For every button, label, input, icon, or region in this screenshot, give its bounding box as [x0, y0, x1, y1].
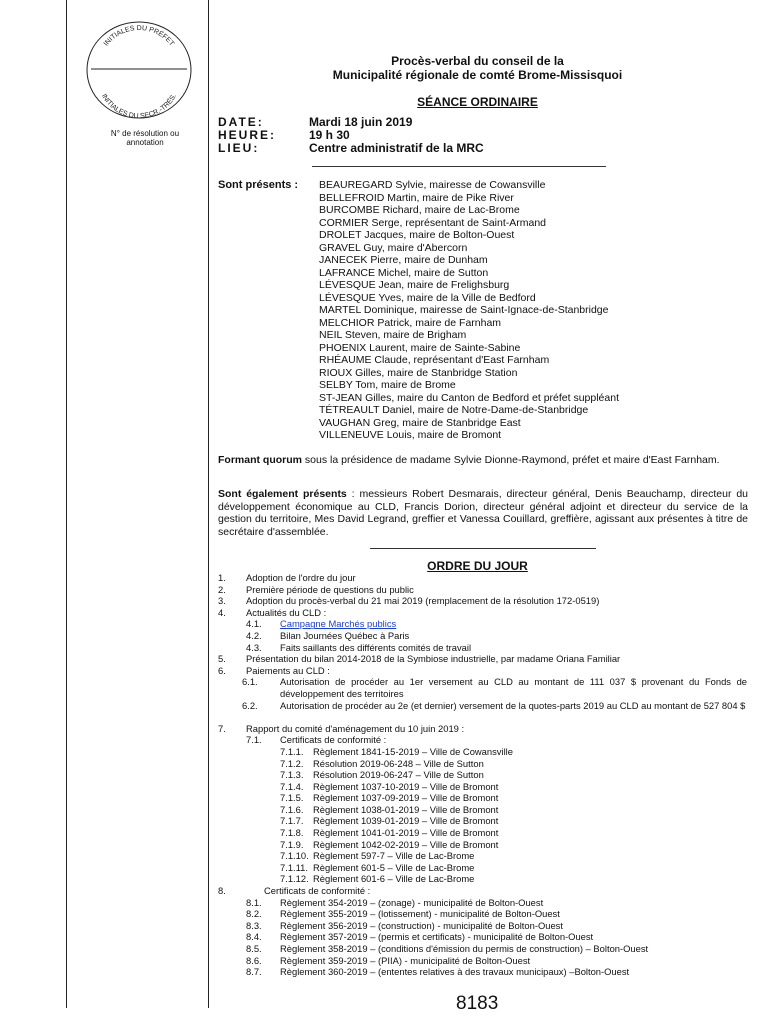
agenda-item-number: 7.1.8.	[280, 827, 304, 839]
agenda-item	[218, 908, 748, 920]
agenda-item-text: Règlement 359-2019 – (PIIA) - municipalité de Bolton-Ouest	[280, 954, 531, 966]
present-member: GRAVEL Guy, maire d'Abercorn	[319, 241, 468, 254]
page-number: 8183	[456, 993, 499, 1014]
present-member: LÉVESQUE Yves, maire de la Ville de Bedford	[319, 291, 536, 304]
agenda-item-number: 7.1.2.	[280, 757, 304, 769]
agenda-item	[218, 943, 748, 955]
separator	[312, 166, 606, 167]
agenda-item-number: 8.7.	[246, 966, 262, 978]
agenda-item-number: 5.	[218, 653, 226, 665]
present-member: DROLET Jacques, maire de Bolton-Ouest	[319, 229, 515, 241]
agenda-item-text: Règlement 597-7 – Ville de Lac-Brome	[313, 850, 475, 862]
agenda-item-number: 7.1.10.	[280, 850, 309, 862]
agenda-item-text: Autorisation de procéder au 2e (et dernier) versement de la quotes-parts 2019 au CLD au montant de 527 804 $	[280, 699, 746, 711]
agenda-item-text: Présentation du bilan 2014-2018 de la Symbiose industrielle, par madame Oriana Familiar	[246, 653, 621, 665]
document-title-line2: Municipalité régionale de comté Brome-Missisquoi	[332, 68, 623, 82]
agenda-item-number: 7.1.3.	[280, 769, 304, 781]
agenda-item-number: 7.1.	[246, 734, 262, 746]
lieu-value: Centre administratif de la MRC	[309, 141, 484, 155]
agenda-item-text: Bilan Journées Québec à Paris	[280, 629, 410, 641]
agenda-item-number: 8.1.	[246, 896, 262, 908]
agenda-item	[218, 642, 748, 654]
agenda-item	[218, 746, 748, 758]
present-member: BEAUREGARD Sylvie, mairesse de Cowansville	[319, 179, 546, 191]
present-member: TÉTREAULT Daniel, maire de Notre-Dame-de-Stanbridge	[319, 404, 589, 416]
agenda-item	[218, 723, 748, 735]
agenda-item-text: Règlement 1041-01-2019 – Ville de Bromont	[313, 827, 499, 839]
resolution-annotation-label: N° de résolution ou annotation	[110, 129, 180, 147]
agenda-item-link[interactable]: Campagne Marchés publics	[280, 618, 397, 630]
agenda-item	[218, 897, 748, 909]
agenda-item	[218, 850, 748, 862]
agenda-item-number: 8.3.	[246, 919, 262, 931]
egalement-text: : messieurs Robert Desmarais, directeur général, Denis Beauchamp, directeur du développement économique au CLD, Francis Dorion, directeur général adjoint et directeur du service de la gestion du territoire, Mes David Legrand, greffier et Vanessa Couillard, greffière, agissant aux présentes à titre de secrétaire d'assemblée.	[218, 488, 748, 538]
present-member: BURCOMBE Richard, maire de Lac-Brome	[319, 204, 520, 216]
agenda-item	[218, 931, 748, 943]
agenda-item-number: 7.1.11.	[280, 861, 308, 873]
egalement-lead: Sont également présents	[218, 488, 347, 500]
agenda-item-text: Règlement 601-6 – Ville de Lac-Brome	[313, 873, 475, 885]
agenda-item-number: 8.6.	[246, 954, 262, 966]
agenda-item	[218, 665, 748, 677]
agenda-item-number: 4.3.	[246, 641, 262, 653]
agenda-item-text: Rapport du comité d'aménagement du 10 juin 2019 :	[246, 722, 465, 734]
agenda-item-number: 2.	[218, 583, 226, 595]
presents-label: Sont présents :	[218, 179, 299, 191]
agenda-item	[218, 827, 748, 839]
agenda-item	[218, 815, 748, 827]
agenda-item-text: Règlement 601-5 – Ville de Lac-Brome	[313, 861, 475, 873]
agenda-item-text: Autorisation de procéder au 1er versement au CLD au montant de 111 037 $ provenant du Fonds de développement des territoires	[280, 676, 747, 699]
agenda-item	[218, 839, 748, 851]
agenda-item-number: 8.4.	[246, 931, 262, 943]
agenda-item	[218, 607, 748, 619]
agenda-item-number: 4.2.	[246, 629, 262, 641]
agenda-item-number: 7.	[218, 722, 226, 734]
agenda-item-text: Règlement 356-2019 – (construction) - municipalité de Bolton-Ouest	[280, 919, 563, 931]
agenda-item-text: Première période de questions du public	[246, 583, 414, 595]
agenda-item	[218, 769, 748, 781]
agenda-item-number: 6.2.	[242, 699, 258, 711]
agenda-item-text: Faits saillants des différents comités de travail	[280, 641, 472, 653]
agenda-item-text: Règlement 1039-01-2019 – Ville de Bromont	[313, 815, 499, 827]
agenda-item-number: 8.	[218, 885, 226, 897]
agenda-item-number: 7.1.5.	[280, 792, 304, 804]
agenda-item-number: 7.1.6.	[280, 803, 304, 815]
agenda-item	[218, 734, 748, 746]
quorum-text: sous la présidence de madame Sylvie Dionne-Raymond, préfet et maire d'East Farnham.	[302, 454, 720, 466]
margin-rule-left	[66, 0, 67, 1008]
present-member: VAUGHAN Greg, maire de Stanbridge East	[319, 416, 521, 429]
agenda-item-number: 6.	[218, 664, 226, 676]
agenda-item-text: Règlement 360-2019 – (ententes relatives à des travaux municipaux) –Bolton-Ouest	[280, 966, 630, 978]
attendees-paragraph	[218, 488, 748, 538]
agenda-item-number: 7.1.12.	[280, 873, 309, 885]
svg-text:INITIALES DU SECR.-TRÉS.	[100, 93, 178, 120]
seal-top-text: INITIALES DU PRÉFET	[102, 24, 176, 48]
agenda-item-number: 7.1.4.	[280, 780, 304, 792]
agenda-item-text: Règlement 1038-01-2019 – Ville de Bromont	[313, 803, 499, 815]
agenda-item-text: Adoption de l'ordre du jour	[246, 572, 356, 583]
present-member: CORMIER Serge, représentant de Saint-Armand	[319, 216, 547, 229]
present-member: LAFRANCE Michel, maire de Sutton	[319, 266, 489, 279]
agenda-title: ORDRE DU JOUR	[427, 559, 528, 573]
agenda-item-text: Règlement 357-2019 – (permis et certificats) - municipalité de Bolton-Ouest	[280, 931, 594, 943]
agenda-item	[218, 572, 748, 584]
heure-value: 19 h 30	[309, 128, 350, 142]
meeting-meta	[218, 116, 484, 155]
present-member: SELBY Tom, maire de Brome	[319, 379, 456, 391]
agenda-item-text: Règlement 1037-09-2019 – Ville de Bromont	[313, 792, 499, 804]
agenda-item	[218, 630, 748, 642]
present-member: MELCHIOR Patrick, maire de Farnham	[319, 316, 502, 329]
agenda-item-text: Actualités du CLD :	[246, 606, 327, 618]
date-label: DATE:	[218, 115, 264, 129]
margin-rule-right	[208, 0, 209, 1008]
agenda-item	[218, 885, 748, 897]
agenda-item-number: 1.	[218, 572, 226, 583]
seance-type: SÉANCE ORDINAIRE	[417, 95, 538, 109]
quorum-lead: Formant quorum	[218, 454, 302, 466]
agenda-item	[218, 966, 748, 978]
present-member: VILLENEUVE Louis, maire de Bromont	[319, 429, 502, 441]
agenda-item-number: 7.1.1.	[280, 745, 304, 757]
agenda-item-text: Règlement 355-2019 – (lotissement) - municipalité de Bolton-Ouest	[280, 908, 560, 920]
present-member: RHÉAUME Claude, représentant d'East Farnham	[319, 354, 550, 366]
agenda-item	[218, 758, 748, 770]
agenda-item	[218, 595, 748, 607]
agenda-item-text: Adoption du procès-verbal du 21 mai 2019 (remplacement de la résolution 172-0519)	[246, 595, 600, 607]
agenda-item	[218, 618, 748, 630]
agenda-item-text: Résolution 2019-06-248 – Ville de Sutton	[313, 757, 484, 769]
agenda-item	[218, 804, 748, 816]
agenda-item-number: 8.2.	[246, 908, 262, 920]
separator	[370, 548, 596, 549]
agenda-item-text: Certificats de conformité :	[264, 885, 371, 897]
agenda-item	[218, 920, 748, 932]
agenda-item	[218, 700, 748, 723]
quorum-paragraph	[218, 454, 748, 467]
agenda-item	[218, 792, 748, 804]
present-member: PHOENIX Laurent, maire de Sainte-Sabine	[319, 341, 521, 354]
agenda-item-text: Certificats de conformité :	[280, 734, 387, 746]
agenda-item-number: 4.	[218, 606, 226, 618]
agenda-item	[218, 781, 748, 793]
document-title-line1: Procès-verbal du conseil de la	[391, 54, 564, 68]
agenda-item-text: Règlement 1037-10-2019 – Ville de Bromont	[313, 780, 499, 792]
heure-label: HEURE:	[218, 128, 277, 142]
present-member: BELLEFROID Martin, maire de Pike River	[319, 191, 514, 204]
lieu-label: LIEU:	[218, 141, 260, 155]
agenda-item-number: 6.1.	[242, 676, 258, 688]
agenda-item-text: Règlement 1841-15-2019 – Ville de Cowansville	[313, 745, 513, 757]
agenda-item-number: 4.1.	[246, 618, 262, 630]
present-member: ST-JEAN Gilles, maire du Canton de Bedford et préfet suppléant	[319, 391, 619, 404]
agenda-item-text: Règlement 358-2019 – (conditions d'émission du permis de construction) – Bolton-Ouest	[280, 943, 649, 954]
agenda-item	[218, 676, 748, 699]
agenda-item-text: Règlement 354-2019 – (zonage) - municipalité de Bolton-Ouest	[280, 896, 544, 908]
agenda-list	[218, 572, 748, 978]
initials-seal	[83, 18, 195, 122]
present-member: RIOUX Gilles, maire de Stanbridge Station	[319, 366, 518, 379]
present-member: JANECEK Pierre, maire de Dunham	[319, 254, 488, 266]
agenda-item	[218, 873, 748, 885]
agenda-item	[218, 955, 748, 967]
agenda-item-number: 7.1.9.	[280, 838, 304, 850]
agenda-item-number: 8.5.	[246, 943, 262, 954]
agenda-item	[218, 653, 748, 665]
agenda-item-text: Règlement 1042-02-2019 – Ville de Bromont	[313, 838, 499, 850]
agenda-item	[218, 584, 748, 596]
agenda-item-text: Résolution 2019-06-247 – Ville de Sutton	[313, 769, 484, 781]
present-member: LÉVESQUE Jean, maire de Frelighsburg	[319, 279, 510, 291]
seal-bottom-text: INITIALES DU SECR.-TRÉS.	[99, 92, 179, 121]
agenda-item-number: 7.1.7.	[280, 815, 304, 827]
present-member: NEIL Steven, maire de Brigham	[319, 329, 467, 341]
agenda-item-number: 3.	[218, 595, 226, 607]
agenda-item-text: Paiements au CLD :	[246, 664, 330, 676]
agenda-item	[218, 862, 748, 874]
present-member: MARTEL Dominique, mairesse de Saint-Ignace-de-Stanbridge	[319, 304, 609, 316]
presents-list	[319, 179, 619, 442]
date-value: Mardi 18 juin 2019	[309, 115, 413, 129]
